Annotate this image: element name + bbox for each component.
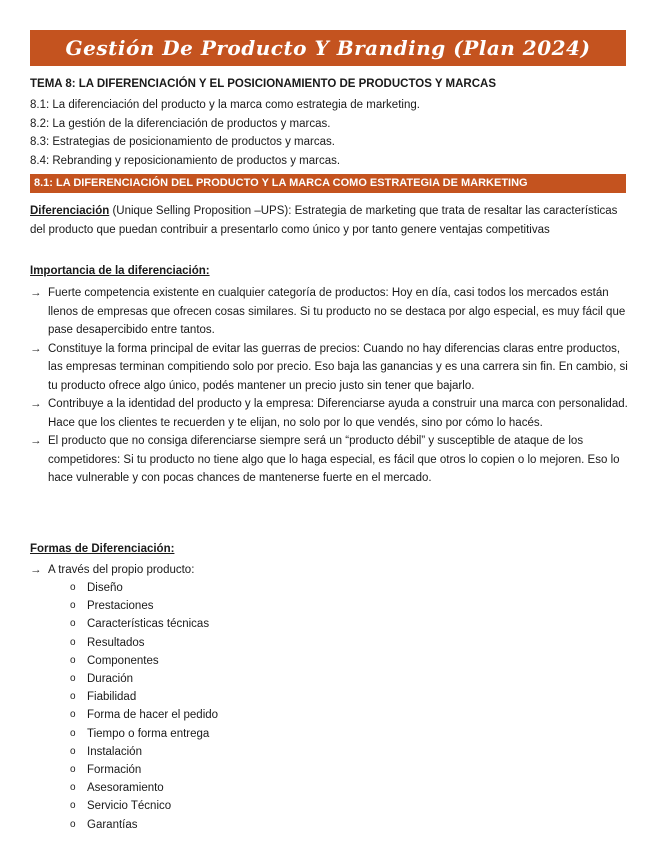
arrow-icon: → — [30, 435, 42, 447]
bullet-icon: o — [70, 818, 76, 830]
definition-paragraph — [30, 202, 626, 239]
sublist-item: o Instalación — [70, 743, 218, 761]
sublist-item: o Características técnicas — [70, 615, 218, 633]
arrow-icon: → — [30, 398, 42, 410]
tema-title: TEMA 8: LA DIFERENCIACIÓN Y EL POSICIONAMIENTO DE PRODUCTOS Y MARCAS — [30, 78, 497, 90]
toc-item: 8.3: Estrategias de posicionamiento de productos y marcas. — [30, 136, 335, 148]
arrow-icon: → — [30, 287, 42, 299]
arrow-icon: → — [30, 342, 42, 355]
sublist-item: o Resultados — [70, 634, 218, 652]
arrow-icon: → — [30, 564, 42, 576]
sublist-item: o Servicio Técnico — [70, 797, 218, 815]
list-item: → Constituye la forma principal de evitar las guerras de precios: Cuando no hay diferencias claras entre productos, las empresas terminan compitiendo solo por precio. Eso baja las ganancias y es una carrera sin fin. En cambio, si tu producto ofrece algo único, podés mantener un precio justo sin tener que bajarlo. — [30, 340, 628, 396]
forms-intro — [30, 561, 628, 580]
toc-item: 8.2: La gestión de la diferenciación de productos y marcas. — [30, 117, 331, 130]
bullet-icon: o — [70, 582, 76, 593]
sublist-item: o Garantías — [70, 816, 218, 834]
definition-text: (Unique Selling Proposition –UPS): Estrategia de marketing que trata de resaltar las características del producto que puedan contribuir a presentarlo como único y por tanto genere ventajas competitivas — [30, 205, 618, 236]
bullet-icon: o — [70, 782, 76, 794]
list-item: → El producto que no consiga diferenciarse siempre será un “producto débil” y susceptible de ataque de los competidores: Si tu producto no tiene algo que lo haga especial, es fácil que otros lo copien o lo mejoren. Eso lo hace vulnerable y con pocas chances de mantenerse fuerte en el mercado. — [30, 432, 628, 488]
bullet-icon: o — [70, 691, 76, 703]
bullet-icon: o — [70, 636, 76, 648]
bullet-icon: o — [70, 709, 76, 721]
sublist-item: o Fiabilidad — [70, 688, 218, 706]
sublist-item: o Forma de hacer el pedido — [70, 706, 218, 724]
bullet-icon: o — [70, 673, 76, 685]
sublist-item: o Componentes — [70, 652, 218, 670]
importance-heading: Importancia de la diferenciación: — [30, 265, 210, 277]
sublist-item: o Prestaciones — [70, 597, 218, 615]
definition-term: Diferenciación — [30, 205, 110, 217]
bullet-icon: o — [70, 745, 76, 757]
sublist-item: o Diseño — [70, 579, 218, 597]
bullet-icon: o — [70, 764, 76, 776]
toc-item: 8.4: Rebranding y reposicionamiento de productos y marcas. — [30, 154, 341, 167]
sublist-item: o Asesoramiento — [70, 779, 218, 797]
bullet-icon: o — [70, 618, 76, 630]
list-item: → A través del propio producto: — [30, 561, 628, 580]
bullet-icon: o — [70, 727, 76, 739]
document-banner-title: Gestión De Producto Y Branding (Plan 2024) — [30, 30, 626, 66]
forms-heading: Formas de Diferenciación: — [30, 543, 175, 555]
sublist-item: o Tiempo o forma entrega — [70, 725, 218, 743]
forms-sublist — [70, 579, 218, 834]
toc-item: 8.1: La diferenciación del producto y la marca como estrategia de marketing. — [30, 99, 420, 111]
sublist-item: o Duración — [70, 670, 218, 688]
table-of-contents — [30, 96, 420, 170]
importance-list — [30, 284, 628, 488]
list-item: → Fuerte competencia existente en cualquier categoría de productos: Hoy en día, casi todos los mercados están llenos de empresas que ofrecen cosas similares. Si tu producto no se destaca por algo especial, es muy fácil que pase desapercibido entre tantos. — [30, 284, 628, 340]
bullet-icon: o — [70, 600, 76, 612]
list-item: → Contribuye a la identidad del producto y la empresa: Diferenciarse ayuda a construir una marca con personalidad. Hace que los clientes te recuerden y te elijan, no solo por lo que vendés, sino por cómo lo hacés. — [30, 395, 628, 432]
bullet-icon: o — [70, 654, 76, 666]
sublist-item: o Formación — [70, 761, 218, 779]
bullet-icon: o — [70, 800, 76, 812]
section-heading-bar: 8.1: LA DIFERENCIACIÓN DEL PRODUCTO Y LA MARCA COMO ESTRATEGIA DE MARKETING — [30, 174, 626, 193]
